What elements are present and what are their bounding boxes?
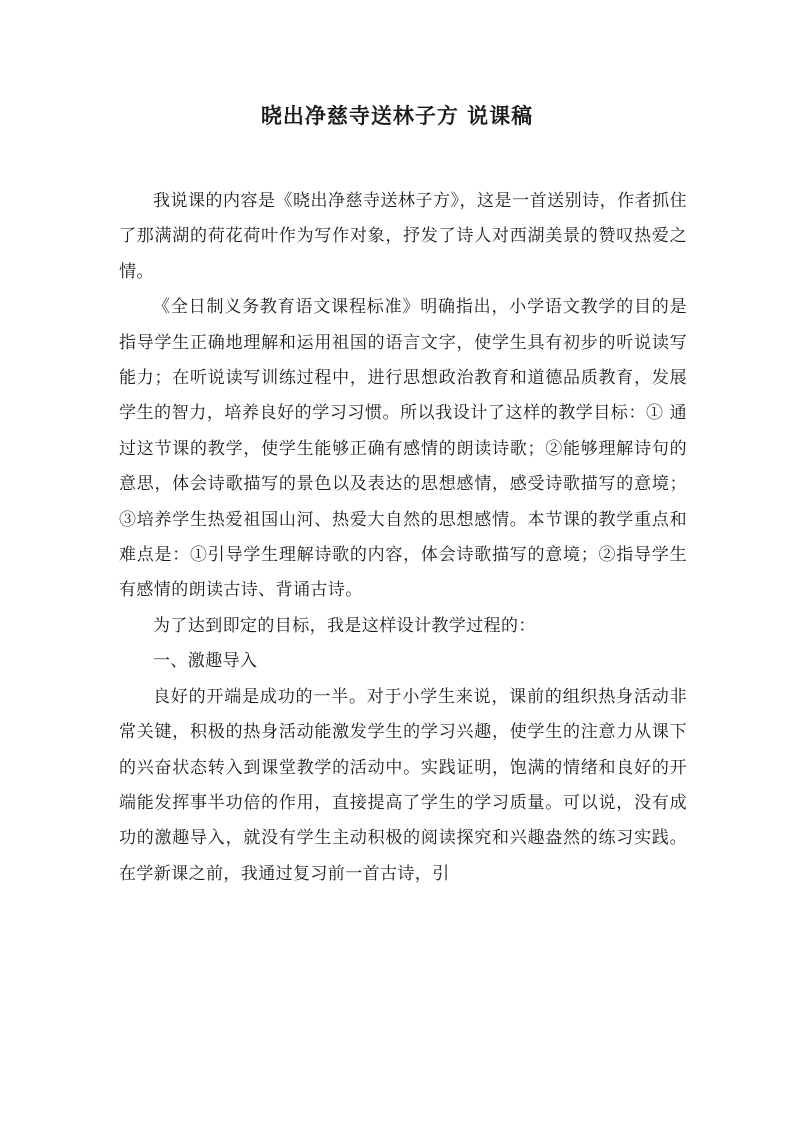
paragraph-intro: 我说课的内容是《晓出净慈寺送林子方》，这是一首送别诗，作者抓住了那满湖的荷花荷叶作为写作对象，抒发了诗人对西湖美景的赞叹热爱之情。 xyxy=(119,191,687,282)
document-title: 晓出净慈寺送林子方 说课稿 xyxy=(260,104,534,128)
paragraph-section-1: 良好的开端是成功的一半。对于小学生来说，课前的组织热身活动非常关键，积极的热身活动能激发学生的学习兴趣，使学生的注意力从课下的兴奋状态转入到课堂教学的活动中。实践证明，饱满的情绪和良好的开端能发挥事半功倍的作用，直接提高了学生的学习质量。可以说，没有成功的激趣导入，就没有学生主动积极的阅读探究和兴趣盎然的练习实践。在学新课之前，我通过复习前一首古诗，引 xyxy=(119,686,687,884)
paragraph-process-intro: 为了达到即定的目标，我是这样设计教学过程的： xyxy=(153,615,536,636)
section-heading-1: 一、激趣导入 xyxy=(153,651,258,672)
document-body xyxy=(119,184,687,892)
paragraph-objectives: 《全日制义务教育语文课程标准》明确指出，小学语文教学的目的是指导学生正确地理解和运用祖国的语言文字，使学生具有初步的听说读写能力；在听说读写训练过程中，进行思想政治教育和道德品质教育，发展学生的智力，培养良好的学习习惯。所以我设计了这样的教学目标：① 通过这节课的教学，使学生能够正确有感情的朗读诗歌；②能够理解诗句的意思，体会诗歌描写的景色以及表达的思想感情，感受诗歌描写的意境；③培养学生热爱祖国山河、热爱大自然的思想感情。本节课的教学重点和难点是：①引导学生理解诗歌的内容，体会诗歌描写的意境；②指导学生有感情的朗读古诗、背诵古诗。 xyxy=(119,297,687,601)
